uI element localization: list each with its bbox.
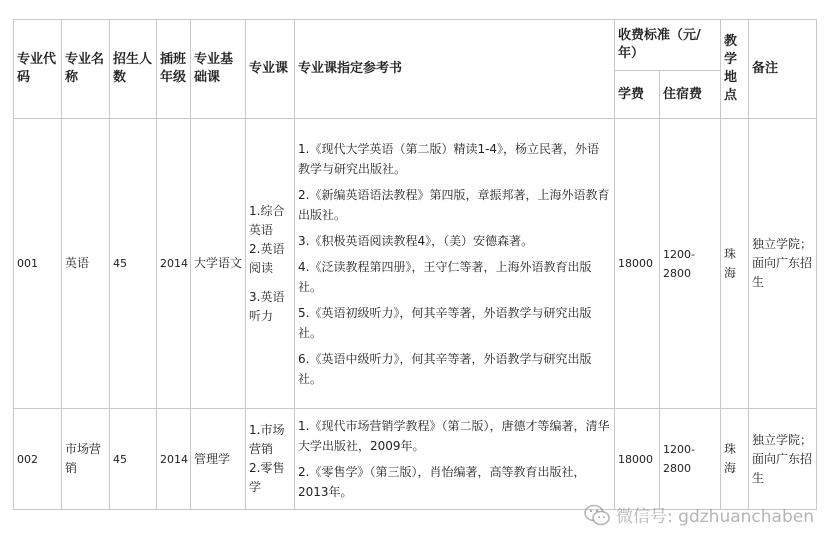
header-tuition: 学费: [615, 71, 660, 119]
cell-remark: 独立学院；面向广东招生: [749, 409, 817, 510]
table-row: [14, 119, 817, 409]
cell-dorm: 1200-2800: [660, 119, 721, 409]
cell-code: 002: [14, 409, 62, 510]
cell-grade: 2014: [157, 119, 191, 409]
header-major-course: 专业课: [246, 20, 295, 119]
book-item: 2.《零售学》（第三版），肖怡编著，高等教育出版社，2013年。: [298, 465, 586, 499]
watermark-text: 微信号: gdzhuanchaben: [616, 507, 814, 527]
wechat-icon: [584, 504, 610, 526]
cell-enroll: 45: [110, 119, 157, 409]
cell-base-course: 大学语文: [191, 119, 246, 409]
book-item: 2.《新编英语语法教程》第四版，章振邦著，上海外语教育出版社。: [298, 187, 610, 222]
header-location: 教学地点: [721, 20, 749, 119]
header-grade: 插班年级: [157, 20, 191, 119]
cell-grade: 2014: [157, 409, 191, 510]
cell-remark: 独立学院；面向广东招生: [749, 119, 817, 409]
course-item: 2.零售学: [249, 461, 285, 494]
cell-code: 001: [14, 119, 62, 409]
book-item: 1.《现代市场营销学教程》（第二版），唐德才等编著，清华大学出版社，2009年。: [298, 419, 610, 453]
cell-books: [295, 119, 615, 409]
cell-courses: [246, 409, 295, 510]
admission-table: [13, 19, 817, 510]
book-item: 5.《英语初级听力》，何其辛等著，外语教学与研究出版社。: [298, 305, 592, 340]
cell-dorm: 1200-2800: [660, 409, 721, 510]
header-remark: 备注: [749, 20, 817, 119]
course-item: 1.综合英语: [249, 203, 285, 237]
book-item: 4.《泛读教程第四册》，王守仁等著，上海外语教育出版社。: [298, 259, 592, 294]
course-item: 2.英语阅读: [249, 241, 285, 275]
cell-tuition: 18000: [615, 409, 660, 510]
header-enroll: 招生人数: [110, 20, 157, 119]
cell-name: 英语: [62, 119, 110, 409]
course-item: 3.英语听力: [249, 289, 285, 323]
book-item: 1.《现代大学英语（第二版）精读1-4》，杨立民著，外语教学与研究出版社。: [298, 141, 600, 176]
cell-courses: [246, 119, 295, 409]
course-item: 1.市场营销: [249, 423, 285, 456]
book-item: 6.《英语中级听力》，何其辛等著，外语教学与研究出版社。: [298, 351, 592, 386]
cell-enroll: 45: [110, 409, 157, 510]
cell-location: 珠海: [721, 409, 749, 510]
header-dorm: 住宿费: [660, 71, 721, 119]
cell-base-course: 管理学: [191, 409, 246, 510]
header-code: 专业代码: [14, 20, 62, 119]
cell-tuition: 18000: [615, 119, 660, 409]
table-row: [14, 409, 817, 510]
header-base-course: 专业基础课: [191, 20, 246, 119]
header-name: 专业名称: [62, 20, 110, 119]
header-books: 专业课指定参考书: [295, 20, 615, 119]
book-item: 3.《积极英语阅读教程4》，（美）安德森著。: [298, 233, 534, 248]
header-fee: 收费标准（元/年）: [615, 20, 721, 71]
wechat-watermark: [584, 502, 814, 527]
cell-books: [295, 409, 615, 510]
cell-name: 市场营销: [62, 409, 110, 510]
cell-location: 珠海: [721, 119, 749, 409]
